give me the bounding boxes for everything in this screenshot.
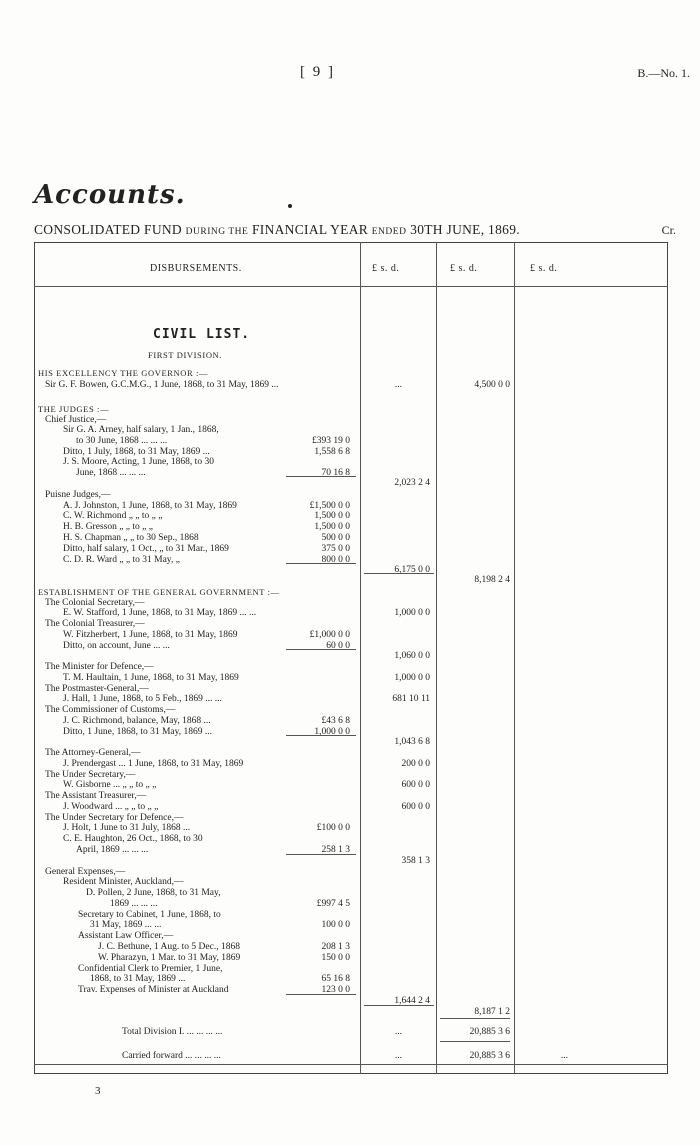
amount-value: 1,000 0 0	[314, 727, 350, 737]
disbursement-line: Secretary to Cabinet, 1 June, 1868, to	[78, 910, 221, 920]
disbursement-line: to 30 June, 1868 ... ... ...	[76, 436, 168, 446]
column-divider	[360, 242, 361, 1074]
amount-value: 600 0 0	[401, 780, 430, 790]
header-rule	[34, 286, 668, 287]
amount-value: £1,500 0 0	[309, 501, 350, 511]
disbursement-line: Confidential Clerk to Premier, 1 June,	[78, 964, 223, 974]
disbursement-line: J. Prendergast ... 1 June, 1868, to 31 May, 1869	[63, 759, 244, 769]
amount-value: 1,500 0 0	[314, 511, 350, 521]
column-divider	[436, 242, 437, 1074]
column-header-3: £ s. d.	[530, 263, 558, 274]
subtotal-rule	[286, 994, 356, 995]
column-header-2: £ s. d.	[450, 263, 478, 274]
disbursement-line: The Colonial Secretary,—	[45, 598, 145, 608]
subtitle-financial-year: FINANCIAL YEAR	[251, 222, 369, 237]
page-title: Accounts.	[34, 180, 186, 210]
disbursement-line: C. E. Haughton, 26 Oct., 1868, to 30	[63, 834, 203, 844]
credit-side-label: Cr.	[661, 223, 676, 237]
amount-value: 375 0 0	[321, 544, 350, 554]
disbursement-line: General Expenses,—	[45, 867, 126, 877]
disbursement-line: Trav. Expenses of Minister at Auckland	[78, 985, 229, 995]
disbursement-line: Puisne Judges,—	[45, 490, 111, 500]
subtotal-rule	[364, 1005, 434, 1006]
subtitle-fund: CONSOLIDATED FUND	[34, 222, 182, 237]
disbursement-line: H. B. Gresson „ „ to „ „	[63, 522, 153, 532]
page-subtitle	[34, 222, 520, 238]
subtotal-rule	[364, 573, 434, 574]
disbursement-line: The Postmaster-General,—	[45, 684, 149, 694]
page-number: [ 9 ]	[300, 64, 335, 80]
disbursement-line: C. D. R. Ward „ „ to 31 May, „	[63, 555, 180, 565]
subtotal-rule	[286, 563, 356, 564]
disbursement-line: The Under Secretary for Defence,—	[45, 813, 184, 823]
amount-value: 1,060 0 0	[394, 651, 430, 661]
first-division-heading: FIRST DIVISION.	[148, 350, 223, 360]
disbursement-line: Assistant Law Officer,—	[78, 931, 174, 941]
amount-value: 1,000 0 0	[394, 673, 430, 683]
amount-value: 800 0 0	[321, 555, 350, 565]
amount-value: 4,500 0 0	[474, 380, 510, 390]
amount-value: ...	[560, 1051, 568, 1061]
disbursement-line: Ditto, on account, June ... ...	[63, 641, 170, 651]
disbursement-line: W. Pharazyn, 1 Mar. to 31 May, 1869	[98, 953, 241, 963]
amount-value: £1,000 0 0	[309, 630, 350, 640]
amount-value: 258 1 3	[321, 845, 350, 855]
disbursements-header: DISBURSEMENTS.	[150, 263, 242, 274]
amount-value: 8,198 2 4	[474, 575, 510, 585]
footer-number: 3	[95, 1085, 101, 1097]
amount-value: ...	[394, 1027, 402, 1037]
subtotal-rule	[440, 1041, 510, 1042]
amount-value: 123 0 0	[321, 985, 350, 995]
disbursement-line: D. Pollen, 2 June, 1868, to 31 May,	[86, 888, 221, 898]
amount-value: 1,644 2 4	[394, 996, 430, 1006]
disbursement-line: A. J. Johnston, 1 June, 1868, to 31 May, 1869	[63, 501, 237, 511]
amount-value: 2,023 2 4	[394, 478, 430, 488]
disbursement-line: Carried forward ... ... ... ...	[122, 1051, 221, 1061]
disbursement-line: Resident Minister, Auckland,—	[63, 877, 184, 887]
disbursement-line: The Assistant Treasurer,—	[45, 791, 147, 801]
disbursement-line: Ditto, half salary, 1 Oct., „ to 31 Mar., 1869	[63, 544, 229, 554]
amount-value: 1,558 6 8	[314, 447, 350, 457]
amount-value: 208 1 3	[321, 942, 350, 952]
amount-value: £997 4 5	[316, 899, 350, 909]
disbursement-line: J. C. Bethune, 1 Aug. to 5 Dec., 1868	[98, 942, 240, 952]
document-reference: B.—No. 1.	[637, 66, 690, 80]
disbursement-line: Sir G. F. Bowen, G.C.M.G., 1 June, 1868, to 31 May, 1869 ...	[45, 380, 279, 390]
subtitle-ended: ENDED	[371, 227, 407, 237]
amount-value: 358 1 3	[401, 856, 430, 866]
disbursement-line: 31 May, 1869 ... ...	[90, 920, 162, 930]
amount-value: £100 0 0	[316, 823, 350, 833]
disbursement-line: The Commissioner of Customs,—	[45, 705, 176, 715]
amount-value: 6,175 0 0	[394, 565, 430, 575]
amount-value: 681 10 11	[392, 694, 430, 704]
amount-value: ...	[394, 1051, 402, 1061]
disbursement-line: J. Holt, 1 June to 31 July, 1868 ...	[63, 823, 191, 833]
disbursement-line: Sir G. A. Arney, half salary, 1 Jan., 1868,	[63, 425, 219, 435]
amount-value: 600 0 0	[401, 802, 430, 812]
amount-value: 1,500 0 0	[314, 522, 350, 532]
amount-value: 100 0 0	[321, 920, 350, 930]
disbursement-line: W. Fitzherbert, 1 June, 1868, to 31 May, 1869	[63, 630, 238, 640]
amount-value: 70 16 8	[321, 468, 350, 478]
disbursement-line: June, 1868 ... ... ...	[76, 468, 146, 478]
amount-value: 20,885 3 6	[469, 1051, 510, 1061]
disbursement-line: J. C. Richmond, balance, May, 1868 ...	[63, 716, 211, 726]
subtitle-during: DURING THE	[185, 227, 249, 237]
disbursement-line: J. Hall, 1 June, 1868, to 5 Feb., 1869 ... ...	[63, 694, 222, 704]
amount-value: 200 0 0	[401, 759, 430, 769]
disbursement-line: April, 1869 ... ... ...	[76, 845, 149, 855]
disbursement-line: E. W. Stafford, 1 June, 1868, to 31 May, 1869 ... ...	[63, 608, 257, 618]
section-heading: HIS EXCELLENCY THE GOVERNOR :—	[38, 368, 209, 378]
disbursement-line: H. S. Chapman „ „ to 30 Sep., 1868	[63, 533, 199, 543]
disbursement-line: Ditto, 1 June, 1868, to 31 May, 1869 ...	[63, 727, 213, 737]
subtotal-rule	[286, 735, 356, 736]
amount-value: ...	[394, 380, 402, 390]
disbursement-line: 1868, to 31 May, 1869 ...	[90, 974, 186, 984]
amount-value: 500 0 0	[321, 533, 350, 543]
amount-value: 60 0 0	[326, 641, 350, 651]
disbursement-line: The Under Secretary,—	[45, 770, 136, 780]
amount-value: 150 0 0	[321, 953, 350, 963]
subtotal-rule	[286, 476, 356, 477]
section-heading: THE JUDGES :—	[38, 404, 110, 414]
disbursement-line: Ditto, 1 July, 1868, to 31 May, 1869 ...	[63, 447, 210, 457]
amount-value: £393 19 0	[312, 436, 350, 446]
amount-value: 1,043 6 8	[394, 737, 430, 747]
footer-rule	[34, 1064, 668, 1065]
amount-value: 20,885 3 6	[469, 1027, 510, 1037]
disbursement-line: The Minister for Defence,—	[45, 662, 154, 672]
ink-dot	[288, 204, 292, 208]
disbursement-line: The Attorney-General,—	[45, 748, 141, 758]
subtitle-date: 30TH JUNE, 1869.	[410, 222, 520, 237]
amount-value: 8,187 1 2	[474, 1007, 510, 1017]
civil-list-heading: CIVIL LIST.	[153, 327, 251, 342]
amount-value: 65 16 8	[321, 974, 350, 984]
section-heading: ESTABLISHMENT OF THE GENERAL GOVERNMENT :—	[38, 587, 280, 597]
amount-value: £43 6 8	[321, 716, 350, 726]
disbursement-line: C. W. Richmond „ „ to „ „	[63, 511, 163, 521]
disbursement-line: J. Woodward ... „ „ to „ „	[63, 802, 159, 812]
disbursement-line: W. Gisborne ... „ „ to „ „	[63, 780, 157, 790]
subtotal-rule	[286, 854, 356, 855]
subtotal-rule	[440, 1018, 510, 1019]
disbursement-line: Total Division I. ... ... ... ...	[122, 1027, 223, 1037]
disbursement-line: The Colonial Treasurer,—	[45, 619, 145, 629]
column-divider	[514, 242, 515, 1074]
column-header-1: £ s. d.	[372, 263, 400, 274]
disbursement-line: J. S. Moore, Acting, 1 June, 1868, to 30	[63, 457, 214, 467]
disbursement-line: T. M. Haultain, 1 June, 1868, to 31 May, 1869	[63, 673, 239, 683]
disbursement-line: 1869 ... ... ...	[110, 899, 158, 909]
amount-value: 1,000 0 0	[394, 608, 430, 618]
disbursement-line: Chief Justice,—	[45, 415, 107, 425]
subtotal-rule	[286, 649, 356, 650]
